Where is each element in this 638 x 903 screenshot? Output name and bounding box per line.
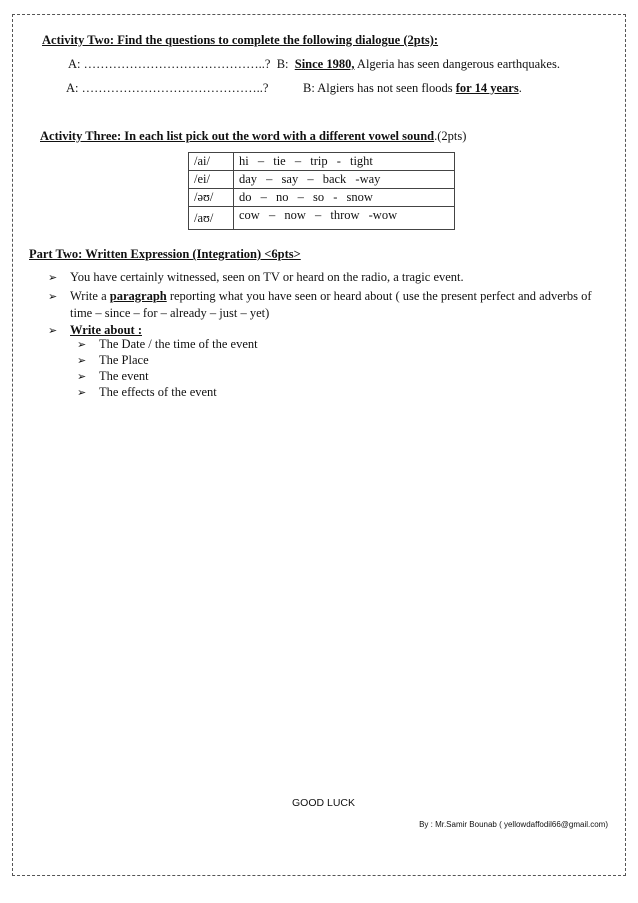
word-list: cow – now – throw -wow bbox=[234, 207, 455, 230]
dialogue-b-label: B: bbox=[276, 57, 289, 71]
sub-bullet-text: The Date / the time of the event bbox=[99, 337, 258, 351]
sub-list-item bbox=[77, 369, 149, 384]
table-row bbox=[189, 207, 455, 230]
sub-list-item bbox=[77, 353, 149, 368]
author-byline: By : Mr.Samir Bounab ( yellowdaffodil66@gmail.com) bbox=[419, 820, 608, 829]
dialogue-answer-2-bold: for 14 years bbox=[455, 81, 519, 95]
dialogue-line-2 bbox=[66, 81, 268, 96]
list-item bbox=[48, 270, 464, 285]
dialogue-answer-2-line bbox=[303, 81, 522, 96]
bullet-text-pre: Write a bbox=[70, 289, 110, 303]
arrow-bullet-icon: ➢ bbox=[48, 324, 58, 337]
bullet-continuation: time – since – for – already – just – yet) bbox=[70, 306, 270, 320]
vowel-symbol: /ei/ bbox=[189, 171, 234, 189]
table-row bbox=[189, 171, 455, 189]
bullet-text: Write about : bbox=[70, 323, 142, 337]
dialogue-question-1: A: ……………………………………..? bbox=[68, 57, 271, 71]
arrow-bullet-icon: ➢ bbox=[77, 338, 87, 351]
bullet-text-bold: paragraph bbox=[109, 289, 167, 303]
sub-bullet-text: The Place bbox=[99, 353, 149, 367]
arrow-bullet-icon: ➢ bbox=[77, 354, 87, 367]
good-luck-text: GOOD LUCK bbox=[292, 797, 356, 809]
dialogue-question-2: A: ……………………………………..? bbox=[66, 81, 269, 95]
bullet-text: You have certainly witnessed, seen on TV or heard on the radio, a tragic event. bbox=[70, 270, 464, 284]
vowel-symbol: /əʊ/ bbox=[189, 189, 234, 207]
activity-three-title: Activity Three: In each list pick out the word with a different vowel sound bbox=[40, 129, 435, 143]
vowel-symbol: /ai/ bbox=[189, 153, 234, 171]
dialogue-answer-2-end: . bbox=[518, 81, 522, 95]
dialogue-answer-1-bold: Since 1980, bbox=[294, 57, 355, 71]
list-item bbox=[48, 323, 142, 338]
bullet-text-rest: reporting what you have seen or heard about ( use the present perfect and adverbs of bbox=[166, 289, 592, 303]
word-list: do – no – so - snow bbox=[234, 189, 455, 207]
table-row bbox=[189, 189, 455, 207]
word-list: day – say – back -way bbox=[234, 171, 455, 189]
sub-bullet-text: The effects of the event bbox=[99, 385, 217, 399]
sub-list-item bbox=[77, 337, 258, 352]
arrow-bullet-icon: ➢ bbox=[48, 271, 58, 284]
list-item bbox=[48, 289, 592, 304]
sub-bullet-text: The event bbox=[99, 369, 149, 383]
sub-list-item bbox=[77, 385, 217, 400]
arrow-bullet-icon: ➢ bbox=[77, 370, 87, 383]
table-row bbox=[189, 153, 455, 171]
activity-three-heading bbox=[40, 129, 466, 144]
activity-two-title: Activity Two: Find the questions to complete the following dialogue (2pts): bbox=[42, 33, 439, 47]
word-list: hi – tie – trip - tight bbox=[234, 153, 455, 171]
part-two-title: Part Two: Written Expression (Integration) <6pts> bbox=[29, 247, 301, 261]
vowel-symbol: /aʊ/ bbox=[189, 207, 234, 230]
activity-three-points: .(2pts) bbox=[434, 129, 467, 143]
arrow-bullet-icon: ➢ bbox=[48, 290, 58, 303]
vowel-table bbox=[188, 152, 455, 230]
dialogue-line-1 bbox=[68, 57, 560, 72]
arrow-bullet-icon: ➢ bbox=[77, 386, 87, 399]
dialogue-answer-2: B: Algiers has not seen floods bbox=[303, 81, 456, 95]
dialogue-answer-1: Algeria has seen dangerous earthquakes. bbox=[354, 57, 560, 71]
